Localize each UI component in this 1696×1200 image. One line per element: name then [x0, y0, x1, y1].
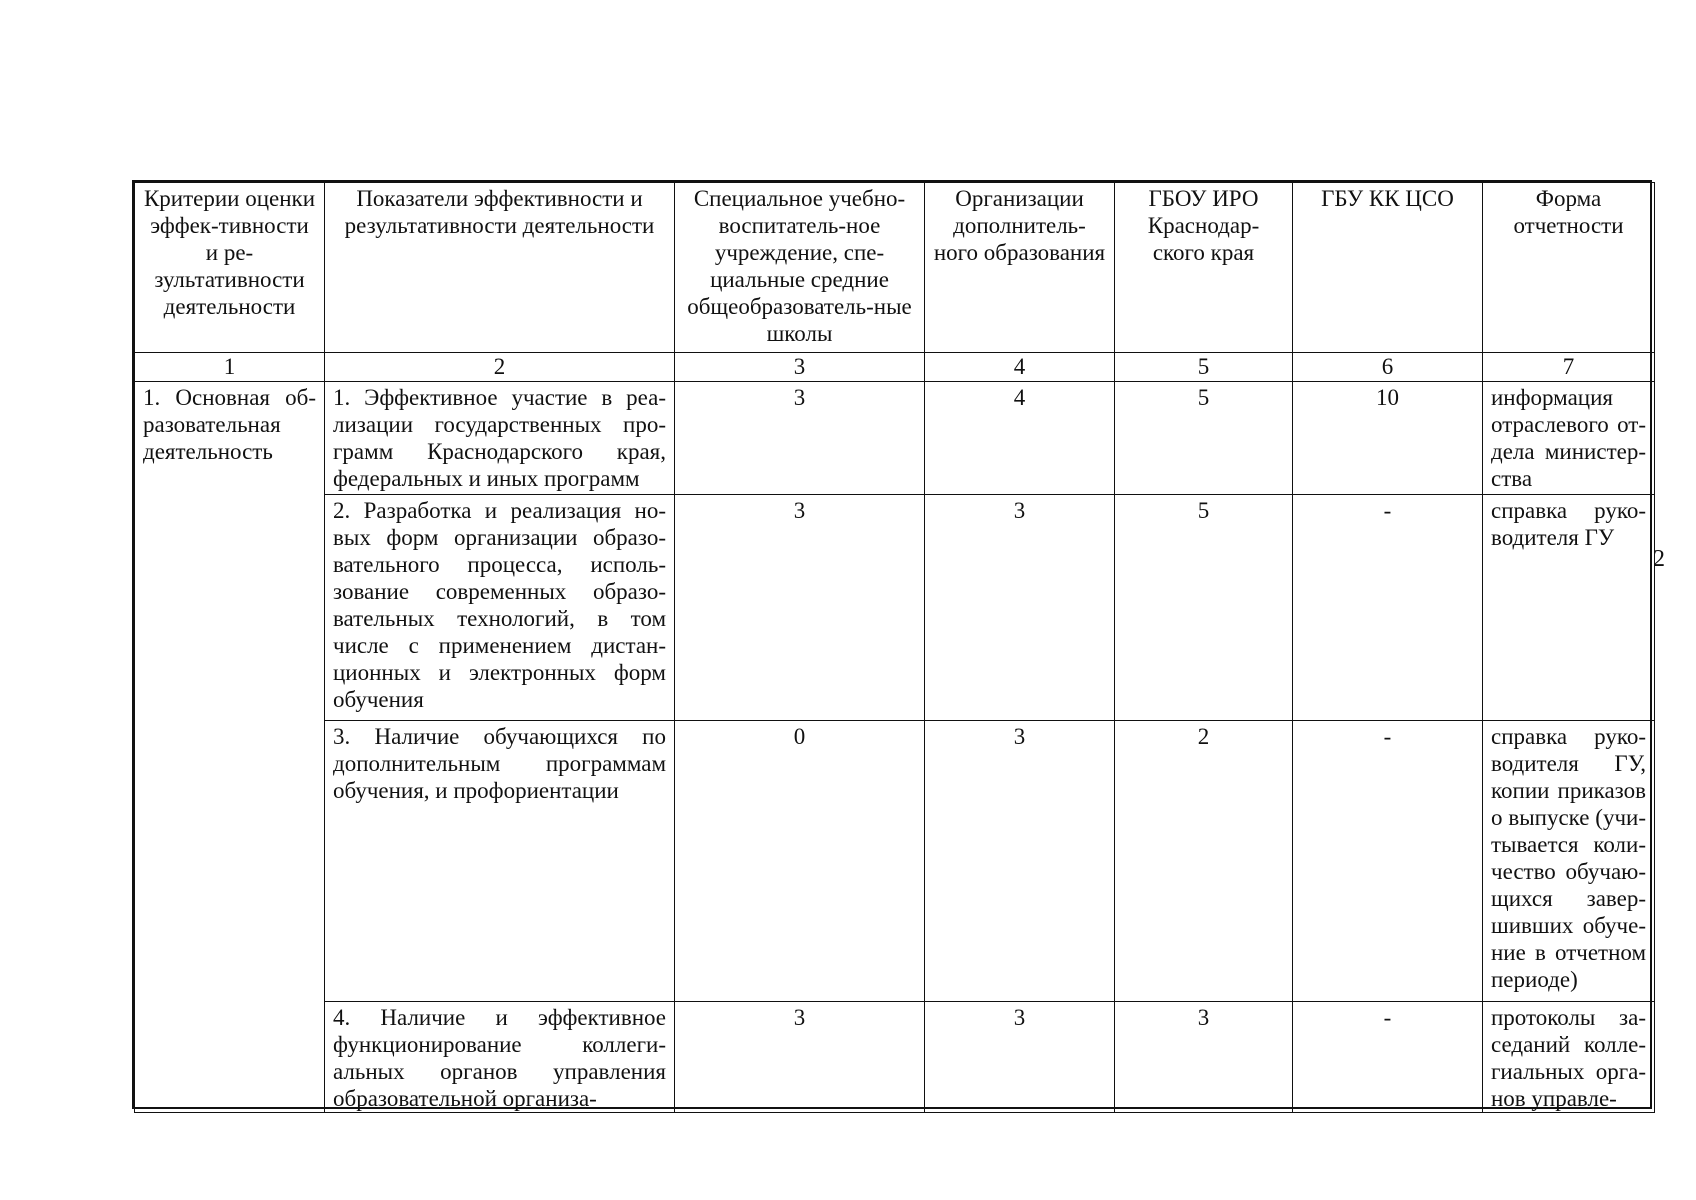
table-row — [135, 382, 1655, 495]
header-row — [135, 183, 1655, 353]
score-gbu-kk-cso: - — [1293, 1002, 1483, 1113]
report-form-cell: справка руко-водителя ГУ — [1483, 495, 1655, 721]
indicator-cell: 1. Эффективное участие в реа-лизации государственных про-грамм Краснодарского края, федеральных и иных программ — [325, 382, 675, 495]
column-number: 1 — [135, 353, 325, 382]
report-form-cell: справка руко-водителя ГУ, копии приказов о выпуске (учи-тывается коли-чество обучаю-щихся завер-шивших обуче-ние в отчетном периоде) — [1483, 721, 1655, 1002]
table-row — [135, 721, 1655, 1002]
score-additional-education: 3 — [925, 495, 1115, 721]
column-number: 6 — [1293, 353, 1483, 382]
report-form-cell: информация отраслевого от-дела министер-ства — [1483, 382, 1655, 495]
header-report-form: Форма отчетности — [1483, 183, 1655, 353]
column-number: 5 — [1115, 353, 1293, 382]
score-gbou-iro: 3 — [1115, 1002, 1293, 1113]
column-number: 4 — [925, 353, 1115, 382]
score-additional-education: 4 — [925, 382, 1115, 495]
score-additional-education: 3 — [925, 1002, 1115, 1113]
column-number: 2 — [325, 353, 675, 382]
score-gbou-iro: 5 — [1115, 495, 1293, 721]
criteria-table-container — [132, 180, 1652, 1109]
report-form-cell: протоколы за-седаний колле-гиальных орга-нов управле- — [1483, 1002, 1655, 1113]
score-gbu-kk-cso: - — [1293, 495, 1483, 721]
indicator-cell: 3. Наличие обучающихся по дополнительным программам обучения, и профориентации — [325, 721, 675, 1002]
column-number: 3 — [675, 353, 925, 382]
score-special-schools: 0 — [675, 721, 925, 1002]
score-special-schools: 3 — [675, 495, 925, 721]
page-number: 2 — [1653, 546, 1665, 572]
header-gbou-iro: ГБОУ ИРО Краснодар-ского края — [1115, 183, 1293, 353]
header-additional-education: Организации дополнитель-ного образования — [925, 183, 1115, 353]
header-special-schools: Специальное учебно-воспитатель-ное учреждение, спе-циальные средние общеобразователь-ные школы — [675, 183, 925, 353]
score-gbou-iro: 2 — [1115, 721, 1293, 1002]
score-gbou-iro: 5 — [1115, 382, 1293, 495]
header-criteria: Критерии оценки эффек-тивности и ре-зультативности деятельности — [135, 183, 325, 353]
column-number: 7 — [1483, 353, 1655, 382]
score-special-schools: 3 — [675, 382, 925, 495]
score-gbu-kk-cso: - — [1293, 721, 1483, 1002]
score-additional-education: 3 — [925, 721, 1115, 1002]
indicator-cell: 2. Разработка и реализация но-вых форм организации образо-вательного процесса, исполь-зование современных образо-вательных технологий, в том числе с применением дистан-ционных и электронных форм обучения — [325, 495, 675, 721]
column-number-row — [135, 353, 1655, 382]
table-row — [135, 1002, 1655, 1113]
table-row — [135, 495, 1655, 721]
header-gbu-kk-cso: ГБУ КК ЦСО — [1293, 183, 1483, 353]
score-gbu-kk-cso: 10 — [1293, 382, 1483, 495]
criteria-table — [134, 182, 1655, 1113]
indicator-cell: 4. Наличие и эффективное функционирование коллеги-альных органов управления образовательной организа- — [325, 1002, 675, 1113]
score-special-schools: 3 — [675, 1002, 925, 1113]
header-indicators: Показатели эффективности и результативности деятельности — [325, 183, 675, 353]
criterion-cell: 1. Основная об-разовательная деятельность — [135, 382, 325, 1113]
